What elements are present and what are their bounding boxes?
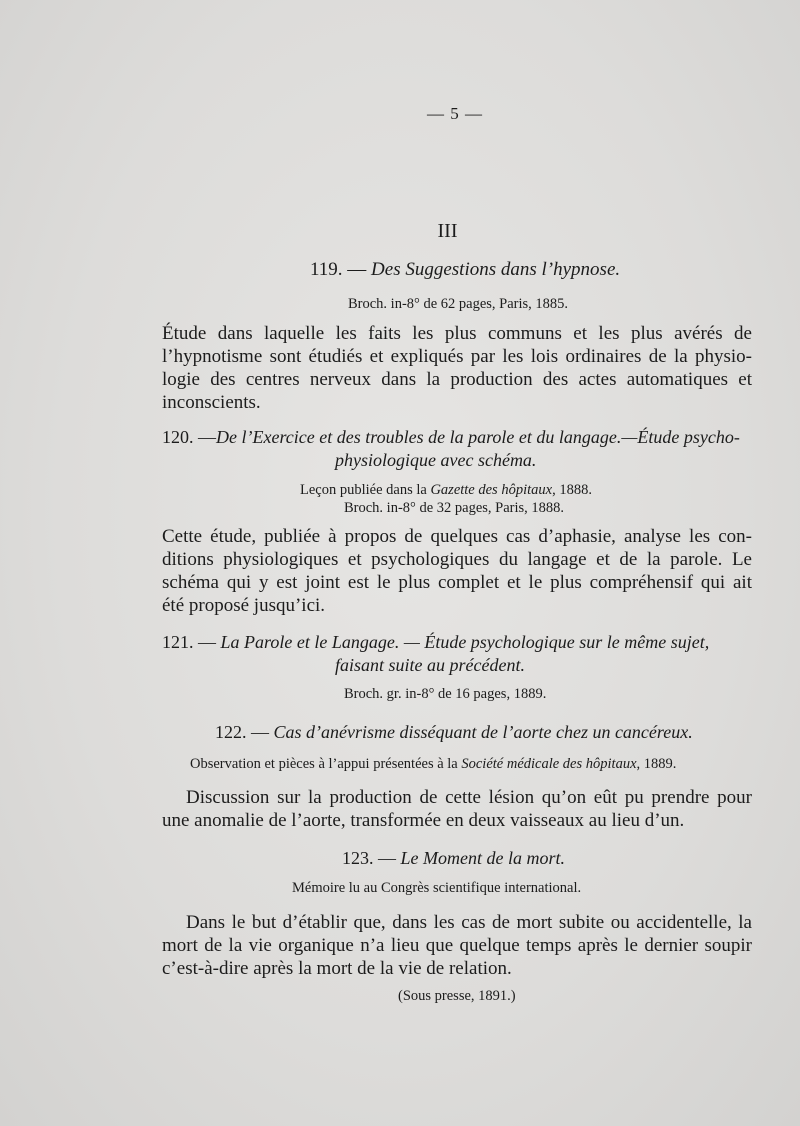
entry-119-desc-line-1: Étude dans laquelle les faits les plus communs et les plus avérés de: [162, 323, 752, 344]
entry-119-desc-line-2: l’hypnotisme sont étudiés et expliqués par les lois ordinaires de la physio-: [162, 346, 752, 367]
entry-123-pub: Mémoire lu au Congrès scientifique international.: [292, 880, 582, 896]
entry-122-title: 122. — Cas d’anévrisme disséquant de l’aorte chez un cancéreux.: [215, 722, 693, 742]
entry-121-title-line-2: faisant suite au précédent.: [335, 655, 525, 675]
entry-119-pub: Broch. in-8° de 62 pages, Paris, 1885.: [348, 296, 569, 312]
entry-122-pub: Observation et pièces à l’appui présentées à la Société médicale des hôpitaux, 1889.: [190, 756, 677, 772]
entry-119-title: 119. — Des Suggestions dans l’hypnose.: [310, 259, 621, 280]
entry-121-title-line-1: 121. — La Parole et le Langage. — Étude psychologique sur le même sujet,: [162, 632, 710, 652]
entry-123-title: 123. — Le Moment de la mort.: [342, 848, 565, 868]
page-number: — 5 —: [427, 104, 483, 123]
entry-123-desc-line-3: c’est-à-dire après la mort de la vie de relation.: [162, 958, 512, 979]
entry-120-pub-1: Leçon publiée dans la Gazette des hôpitaux, 1888.: [300, 482, 592, 498]
entry-123-desc-line-2: mort de la vie organique n’a lieu que quelque temps après le dernier soupir: [162, 935, 752, 956]
entry-122-desc-line-1: Discussion sur la production de cette lésion qu’on eût pu prendre pour: [186, 787, 752, 808]
entry-119-desc-line-4: inconscients.: [162, 392, 261, 413]
entry-120-title-line-1: 120. —De l’Exercice et des troubles de la parole et du langage.—Étude psycho-: [162, 427, 740, 447]
entry-120-desc-line-3: schéma qui y est joint est le plus complet et le plus compréhensif qui ait: [162, 572, 752, 593]
entry-119-desc-line-3: logie des centres nerveux dans la production des actes automatiques et: [162, 369, 752, 390]
entry-120-title-line-2: physiologique avec schéma.: [335, 450, 537, 470]
entry-120-desc-line-2: ditions physiologiques et psychologiques du langage et de la parole. Le: [162, 549, 752, 570]
entry-120-desc-line-1: Cette étude, publiée à propos de quelques cas d’aphasie, analyse les con-: [162, 526, 752, 547]
entry-120-pub-2: Broch. in-8° de 32 pages, Paris, 1888.: [344, 500, 565, 516]
entry-121-pub: Broch. gr. in-8° de 16 pages, 1889.: [344, 686, 547, 702]
entry-123-desc-line-1: Dans le but d’établir que, dans les cas de mort subite ou accidentelle, la: [186, 912, 752, 933]
entry-122-desc-line-2: une anomalie de l’aorte, transformée en deux vaisseaux au lieu d’un.: [162, 810, 685, 831]
entry-123-status: (Sous presse, 1891.): [398, 988, 516, 1004]
entry-120-desc-line-4: été proposé jusqu’ici.: [162, 595, 326, 616]
section-heading: III: [437, 220, 458, 242]
